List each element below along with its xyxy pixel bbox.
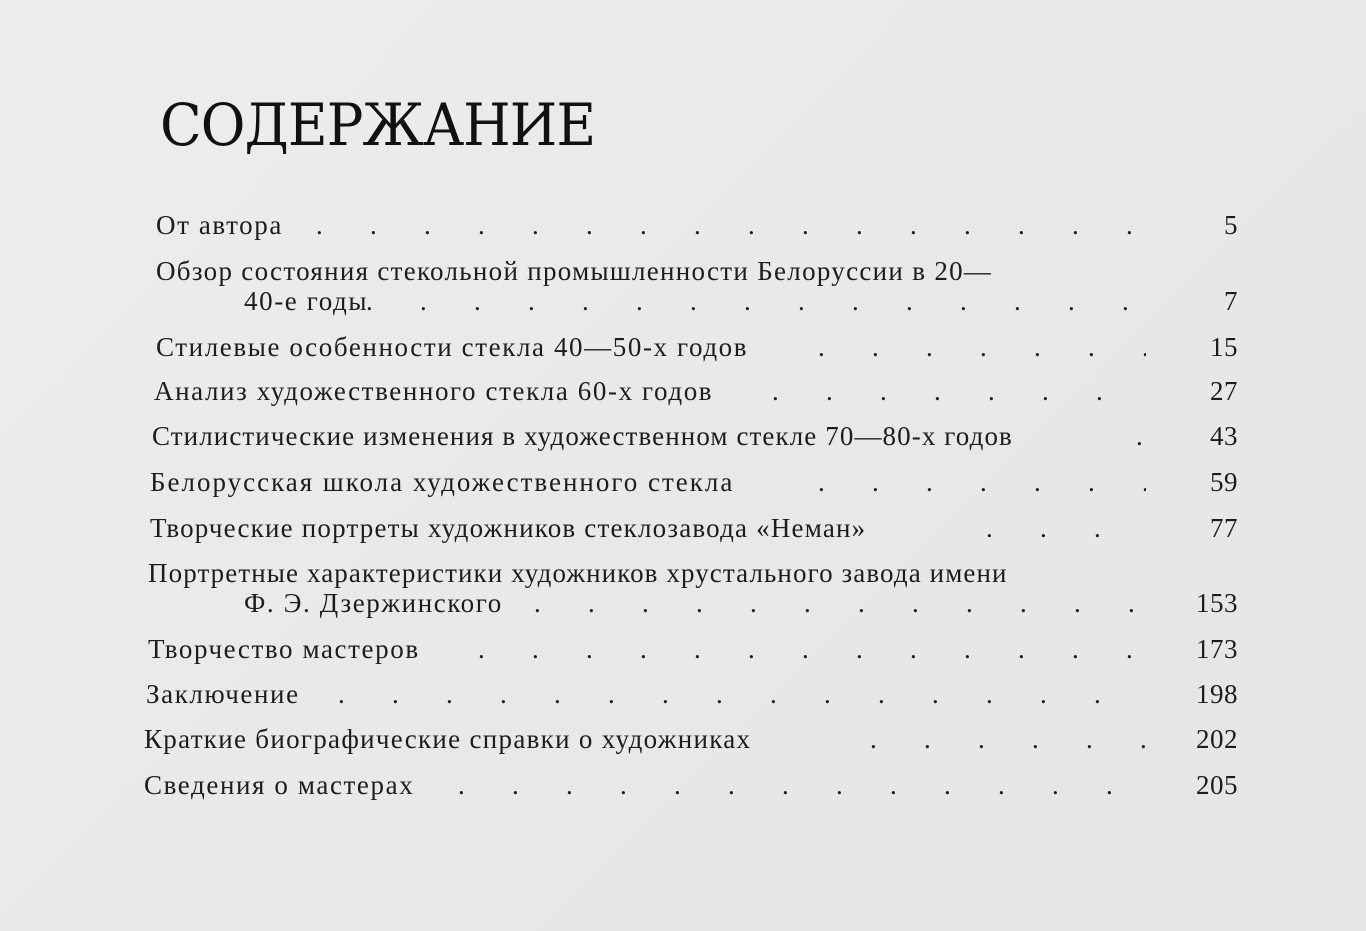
toc-dot-leader: [818, 334, 1146, 361]
toc-entry-title: Белорусская школа художественного стекла: [150, 467, 735, 497]
toc-entry-title: Творчество мастеров: [148, 634, 420, 664]
toc-entry-title-continued: 40-е годы: [244, 286, 369, 316]
toc-page-number: 5: [1224, 210, 1238, 240]
toc-dot-leader: [870, 726, 1146, 753]
toc-dot-leader: [478, 636, 1146, 663]
toc-page-number: 59: [1210, 467, 1238, 497]
toc-entry-title: Обзор состояния стекольной промышленности Белоруссии в 20—: [156, 256, 993, 286]
toc-page-number: 77: [1210, 513, 1238, 543]
toc-page-number: 153: [1196, 588, 1238, 618]
toc-page-number: 7: [1224, 286, 1238, 316]
toc-page-number: 198: [1196, 679, 1238, 709]
toc-entry-title: Стилистические изменения в художественном стекле 70—80-х годов: [152, 421, 1013, 451]
toc-entry-title: Краткие биографические справки о художниках: [144, 724, 752, 754]
toc-dot-leader: [986, 515, 1146, 542]
toc-dot-leader: [366, 288, 1146, 315]
toc-dot-leader: [818, 469, 1146, 496]
toc-entry-title: Заключение: [146, 679, 300, 709]
toc-page-number: 205: [1196, 770, 1238, 800]
toc-page-number: 15: [1210, 332, 1238, 362]
page-title: СОДЕРЖАНИЕ: [160, 91, 596, 159]
toc-entry-title: От автора: [156, 210, 283, 240]
toc-dot-leader: [1136, 423, 1150, 450]
toc-dot-leader: [458, 772, 1146, 799]
toc-page-number: 202: [1196, 724, 1238, 754]
toc-entry-title: Анализ художественного стекла 60-х годов: [154, 376, 714, 406]
toc-dot-leader: [772, 378, 1146, 405]
toc-entry-title: Портретные характеристики художников хрустального завода имени: [148, 558, 1008, 588]
toc-dot-leader: [338, 681, 1146, 708]
toc-entry-title: Сведения о мастерах: [144, 770, 415, 800]
toc-dot-leader: [316, 212, 1146, 239]
toc-entry-title: Стилевые особенности стекла 40—50-х годов: [156, 332, 749, 362]
toc-entry-title-continued: Ф. Э. Дзержинского: [244, 588, 503, 618]
toc-page-number: 43: [1210, 421, 1238, 451]
toc-page-number: 173: [1196, 634, 1238, 664]
toc-entry-title: Творческие портреты художников стеклозавода «Неман»: [150, 513, 867, 543]
toc-page-number: 27: [1210, 376, 1238, 406]
toc-dot-leader: [534, 590, 1146, 617]
